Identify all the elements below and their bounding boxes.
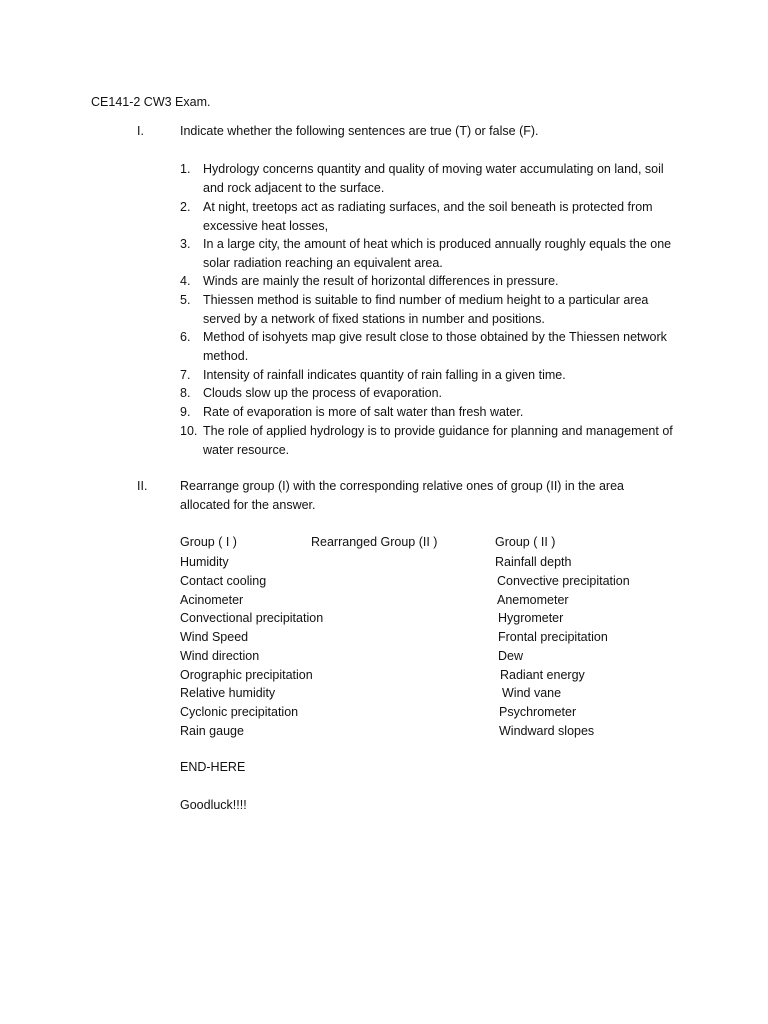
group-1-item: Acinometer [180, 593, 244, 607]
group-2-item: Anemometer [497, 593, 569, 607]
question-number: 8. [180, 386, 191, 400]
group-1-item: Cyclonic precipitation [180, 705, 299, 719]
question-text: Intensity of rainfall indicates quantity of rain falling in a given time. [203, 368, 566, 382]
question-number: 3. [180, 237, 191, 251]
group-2-item: Windward slopes [499, 724, 595, 738]
section-2-instruction-line-2: allocated for the answer. [180, 498, 316, 512]
group-1-item: Relative humidity [180, 686, 276, 700]
group-1-item: Contact cooling [180, 574, 267, 588]
question-number: 10. [180, 424, 198, 438]
rearranged-group-header: Rearranged Group (II ) [311, 535, 438, 549]
end-marker: END-HERE [180, 760, 246, 774]
group-2-item: Rainfall depth [495, 555, 572, 569]
question-text: In a large city, the amount of heat which is produced annually roughly equals the one solar radiation reaching an equivalent area. [203, 237, 672, 270]
question-number: 7. [180, 368, 191, 382]
question-number: 9. [180, 405, 191, 419]
section-2-instruction-line-1: Rearrange group (I) with the corresponding relative ones of group (II) in the area [180, 479, 624, 493]
group-1-item: Wind Speed [180, 630, 249, 644]
question-text: Method of isohyets map give result close to those obtained by the Thiessen network method. [203, 330, 667, 363]
question-text: Thiessen method is suitable to find number of medium height to a particular area served by a network of fixed stations in number and positions. [203, 293, 649, 326]
section-1-instruction: Indicate whether the following sentences are true (T) or false (F). [180, 124, 539, 138]
group-2-header: Group ( II ) [495, 535, 556, 549]
question-text: Rate of evaporation is more of salt water than fresh water. [203, 405, 524, 419]
question-number: 1. [180, 162, 191, 176]
question-number: 2. [180, 200, 191, 214]
group-2-item: Convective precipitation [497, 574, 630, 588]
question-text: Winds are mainly the result of horizontal differences in pressure. [203, 274, 559, 288]
group-2-item: Psychrometer [499, 705, 577, 719]
question-number: 5. [180, 293, 191, 307]
exam-title: CE141-2 CW3 Exam. [91, 95, 211, 109]
question-text: At night, treetops act as radiating surfaces, and the soil beneath is protected from excessive heat losses, [203, 200, 653, 233]
group-1-item: Wind direction [180, 649, 260, 663]
section-2-numeral: II. [137, 479, 148, 493]
group-2-item: Dew [498, 649, 524, 663]
group-2-item: Radiant energy [500, 668, 585, 682]
group-2-item: Hygrometer [498, 611, 564, 625]
section-1-numeral: I. [137, 124, 144, 138]
group-1-item: Humidity [180, 555, 229, 569]
question-text: Hydrology concerns quantity and quality of moving water accumulating on land, soil and rock adjacent to the surface. [203, 162, 664, 195]
question-text: The role of applied hydrology is to provide guidance for planning and management of water resource. [203, 424, 673, 457]
question-number: 4. [180, 274, 191, 288]
group-2-item: Wind vane [502, 686, 562, 700]
group-1-item: Orographic precipitation [180, 668, 313, 682]
question-number: 6. [180, 330, 191, 344]
group-1-header: Group ( I ) [180, 535, 237, 549]
question-text: Clouds slow up the process of evaporation. [203, 386, 443, 400]
group-2-item: Frontal precipitation [498, 630, 608, 644]
group-1-item: Rain gauge [180, 724, 244, 738]
group-1-item: Convectional precipitation [180, 611, 324, 625]
goodluck-text: Goodluck!!!! [180, 798, 247, 812]
